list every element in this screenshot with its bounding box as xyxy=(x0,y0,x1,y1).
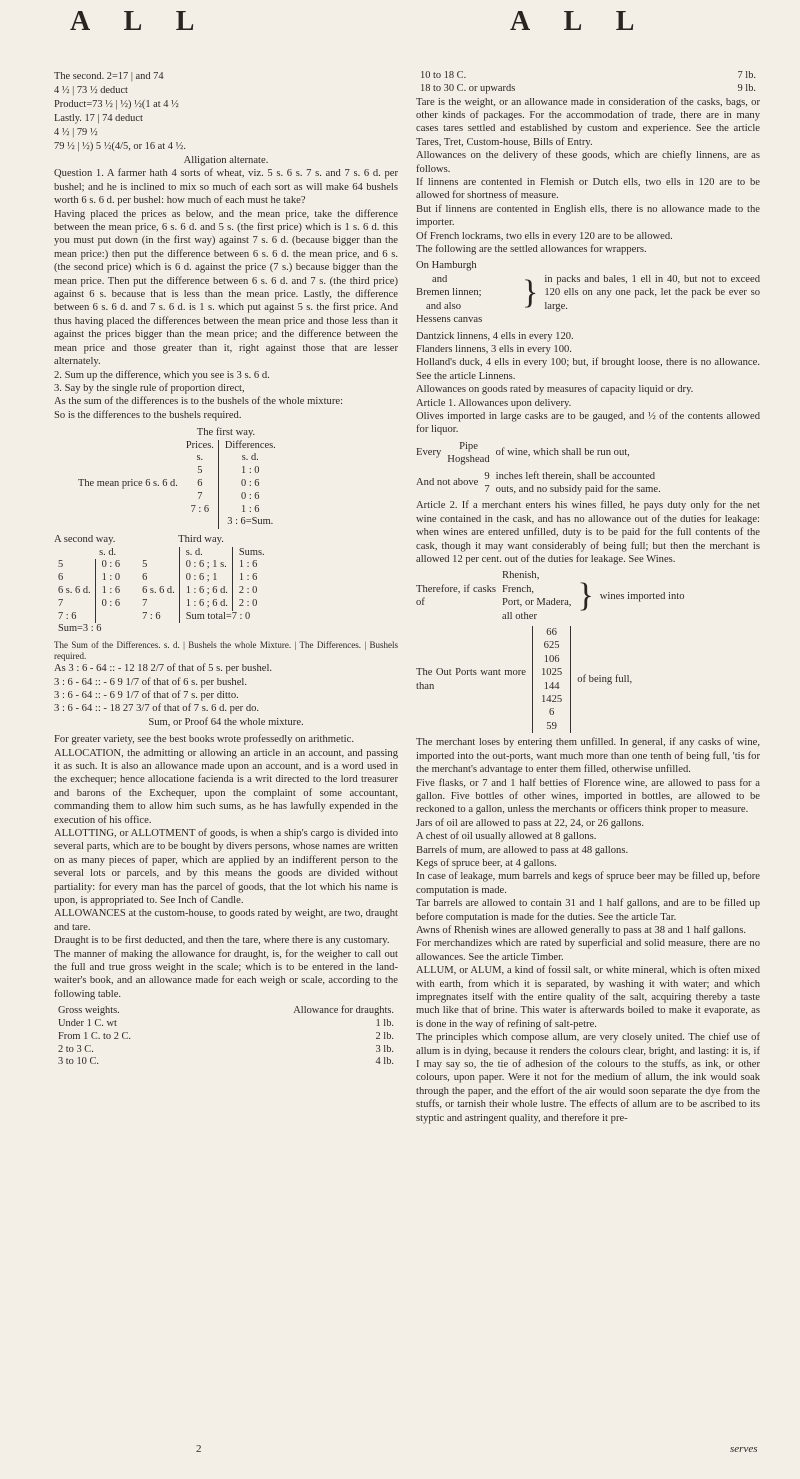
and-not-above: And not above 9 7 inches left therein, shall be accounted outs, and no subsidy paid for the same. xyxy=(416,470,661,495)
right-column: 10 to 18 C. 7 lb. 18 to 30 C. or upwards 9 lb. Tare is the weight, or an allowance made in consideration of the casks, bags, or other kinds of packages. For the accommodation of trade, there are in many cases tares settled and established by custom and experience. See the article Tares, Tret, Custom-house, Bills of Entry. Allowances on the delivery of these goods, which are chiefly linnens, are as follows. If linnens are contented in Flemish or Dutch ells, two ells in 120 are to be allowed for shortness of measure. But if linnens are contented in English ells, there is no allowance made to the importer. Of French lockrams, two ells in every 120 are to be allowed. The following are the settled allowances for wrappers. On Hamburgh and Bremen linnen; and also Hessens canvas } in packs and bales, 1 ell in 40, but not to exceed 120 ells on any one pack, let the pack be ever so large. Dantzick linnens, 4 ells in every 120. Flanders linnens, 3 ells in every 100. Holland's duck, 4 ells in every 100; but, if brought loose, there is no allowance. See the article Linnens. Allowances on goods rated by measures of capacity liquid or dry. Article 1. Allowances upon delivery. Olives imported in large casks are to be gauged, and ½ of the contents allowed for liquor. Every Pipe Hogshead of wine, which shall be run out, And not above 9 7 inches left therein, shall be accounted outs, and no subsidy paid for the same. Article 2. If a merchant enters his wines filled, he pays duty only for the net wine contained in the cask, and has no allowance out of the duties for leakage: when wines are entered unfilled, duty is to be paid for the full contents of the cask, though it may want considerably of being full; but then the merchant is allowed 12 per cent. out of the duties for leakage. See Wines. Therefore, if casks of Rhenish, French, Port, or Madera, all other } wines imported into The Out Ports want more than 66 625 106 1025 144 1425 6 59 of being full, The merchant loses by entering them unfilled. In general, if any casks of wine, imported into the out-ports, want much more than one tenth of being full, 'tis for the merchant's advantage to enter them filled, otherwise unfilled. Five flasks, or 7 and 1 half betties of Florence wine, are allowed to pass for a gallon. Five bottles of other wines, imported in bottles, are allowed to be reckoned to a gallon, unless the merchants or officers think proper to measure. Jars of oil are allowed to pass at 22, 24, or 26 gallons. A chest of oil usually allowed at 8 gallons. Barrels of mum, are allowed to pass at 48 gallons. Kegs of spruce beer, at 4 gallons. In case of leakage, mum barrels and kegs of spruce beer may be filled up, before computation is made. Tar barrels are allowed to contain 31 and 1 half gallons, and are to be filled up before computation is made for the duties. See the article Tar. Awns of Rhenish wines are allowed generally to pass at 38 and 1 half gallons. For merchandizes which are rated by superficial and solid measure, there are no allowances. See the article Timber. ALLUM, or ALUM, a kind of fossil salt, or white mineral, which is often mixed with earth, from which it is separated, by washing it with water; and which impregnates itself with the entire quality of the salt, acquiring thereby a taste much like that of brine. This water is afterwards boiled to make it evaporate, as is done in the way of refining of salt-petre. The principles which compose allum, are very closely united. The chief use of allum is in dying, because it renders the colours clear, bright, and lasting: it is, if I may say so, the tie of adhesion of the colours to the stuffs, as ink, or other colours, upon paper. Were it not for the medium of allum, the ink would soak through the paper, and the effort of the air would soon separate the dye from the stuffs, or tarnish their whole lustre. The effects of allum are to be ascribed to its styptic and astringent quality, and therefore it pre- xyxy=(416,70,760,1124)
third-way: Third way. s. d. Sums. 5 0 : 6 ; 1 s. 1 : 6 6 0 : 6 ; 1 1 : 6 6 s. 6 d. 1 : 6 ; 6 d. 2 : 0 7 1 : 6 ; 6 d. 2 : 0 7 : 6 Sum total=7 : 0 xyxy=(138,533,268,636)
top-calculation: The second. 2=17 | and 74 4 ½ | 73 ½ deduct Product=73 ½ | ½) ½(1 at 4 ½ Lastly. 17 | 74 deduct 4 ½ | 79 ½ 79 ½ | ½) 5 ½(4/5, or 16 at 4 ½. xyxy=(54,71,186,152)
brace-glyph: } xyxy=(522,273,539,311)
entry-allocation: ALLOCATION, the admitting or allowing an article in an account, and passing it as such. It is also an allowance made upon an account, and is a word used in the exchequer; hence allocatione facienda is a writ directed to the lord treasurer and barons of the Exchequer, upon the complaint of some accountant, commanding them to allow him such sums, as he has lawfully expended in the execution of his office. xyxy=(54,747,398,826)
second-way: A second way. s. d. 5 0 : 6 6 1 : 0 6 s. 6 d. 1 : 6 7 0 : 6 7 : 6 Sum=3 : 6 xyxy=(54,533,124,636)
first-way-table: The first way. Prices. Differences. s. s. d. 5 1 : 0 The mean price 6 s. 6 d. 6 0 : 6 7 0 : 6 7 : 6 1 : 6 3 : 6=Sum. xyxy=(54,426,398,529)
second-third-way xyxy=(54,533,398,636)
running-head-right: A L L xyxy=(510,6,649,37)
left-column: The second. 2=17 | and 74 4 ½ | 73 ½ deduct Product=73 ½ | ½) ½(1 at 4 ½ Lastly. 17 | 74 deduct 4 ½ | 79 ½ 79 ½ | ½) 5 ½(4/5, or 16 at 4 ½. Alligation alternate. Question 1. A farmer hath 4 sorts of wheat, viz. 5 s. 6 s. 7 s. and 7 s. 6 d. per bushel; and he is inclined to mix so much of each sort as will make 64 bushels worth 6 s. 6 d. per bushel: how much of each must he take? Having placed the prices as below, and the mean price, take the difference between the mean price, 6 s. 6 d. and 5 s. (the first price) which is 1 s. 6 d. this you must put down (in the first way) against 7 s. 6 d. (because bigger than the mean price:) then put the difference between 6 s. 6 d. the mean price, and 6 s. (the second price) which is 6 d. against the price (7 s.) because bigger than the mean price. Then put the difference between 6 s. 6 d. and 7 s. (the third price) against 6 s. because that is less than the mean price. Lastly, the difference between 6 s. 6 d. and 7 s. 6 d. is 1 s. which put against 5 s. the first price. And thus having placed the differences between the mean price and those less than it against the prices bigger than the mean price; and the difference between the mean price and those greater than it, right against those that are lesser alternately. 2. Sum up the difference, which you see is 3 s. 6 d. 3. Say by the single rule of proportion direct, As the sum of the differences is to the bushels of the whole mixture: So is the differences to the bushels required. The first way. Prices. Differences. s. s. d. 5 1 : 0 The mean price 6 s. 6 d. 6 0 : 6 7 0 : 6 7 : 6 1 : 6 3 : 6=Sum. A second way. s. d. 5 0 : 6 6 1 : 0 6 s. 6 d. 1 : 6 7 0 : 6 7 : 6 Sum=3 : 6 Third way. s. d. Sums. 5 0 : 6 ; 1 s. 1 : 6 6 0 : 6 ; 1 1 : 6 6 s. 6 d. 1 : 6 ; 6 d. 2 : 0 7 1 : 6 ; 6 d. 2 : 0 7 : 6 Sum total=7 : 0 The Sum of the Differences. s. d. | Bushels the whole Mixture. | The Differences. | Bushels required. As 3 : 6 - 64 :: - 12 18 2/7 of that of 5 s. per bushel. 3 : 6 - 64 :: - 6 9 1/7 of that of 6 s. per bushel. 3 : 6 - 64 :: - 6 9 1/7 of that of 7 s. per ditto. 3 : 6 - 64 :: - 18 27 3/7 of that of 7 s. 6 d. per do. Sum, or Proof 64 the whole mixture. For greater variety, see the best books wrote professedly on arithmetic. ALLOCATION, the admitting or allowing an article in an account, and passing it as such. It is also an allowance made upon an account, and is a word used in the exchequer; hence allocatione facienda is a writ directed to the lord treasurer and barons of the Exchequer, upon the complaint of some accountant, commanding them to allow him such sums, as he has lawfully expended in the execution of his office. ALLOTTING, or ALLOTMENT of goods, is when a ship's cargo is divided into several parts, which are to be bought by divers persons, whose names are written on as many pieces of paper, which are applied by an indifferent person to the several lots or parcels, and by this means the goods are divided without partiality: for every man has the parcel of goods, that the lot which his name is upon, is appropriated to. See Inch of Candle. ALLOWANCES at the custom-house, to goods rated by weight, are two, draught and tare. Draught is to be first deducted, and then the tare, where there is any customary. The manner of making the allowance for draught, is, for the weigher to call out the full and true gross weight in the scale; which is to be entered in the land-waiter's book, and an allowance made for each weigh or scale, according to the following table. Gross weights. Allowance for draughts. Under 1 C. wt 1 lb. From 1 C. to 2 C. 2 lb. 2 to 3 C. 3 lb. 3 to 10 C. 4 lb. xyxy=(54,71,398,1068)
tare-paragraph: Tare is the weight, or an allowance made in consideration of the casks, bags, or other kinds of packages. For the accommodation of trade, there are in many cases tares settled and established by custom and experience. See the article Tares, Tret, Custom-house, Bills of Entry. xyxy=(416,96,760,148)
alligation-title: Alligation alternate. xyxy=(183,155,269,166)
every-pipe: Every Pipe Hogshead of wine, which shall be run out, xyxy=(416,440,630,466)
question-1: Question 1. A farmer hath 4 sorts of wheat, viz. 5 s. 6 s. 7 s. and 7 s. 6 d. per bushel; and he is inclined to mix so much of each sort as will make 64 bushels worth 6 s. 6 d. per bushel: how much of each must he take? xyxy=(54,168,398,207)
entry-allotting: ALLOTTING, or ALLOTMENT of goods, is when a ship's cargo is divided into several parts, which are to be bought by divers persons, whose names are written on as many pieces of paper, which are applied by an indifferent person to the several lots or parcels, and by this means the goods are divided without partiality: for every man has the parcel of goods, that the lot which his name is upon, is appropriated to. See Inch of Candle. xyxy=(54,827,398,906)
wrappers-brace: On Hamburgh and Bremen linnen; and also Hessens canvas } in packs and bales, 1 ell in 40, but not to exceed 120 ells on any one pack, let the pack be ever so large. xyxy=(416,260,760,326)
catchword: serves xyxy=(730,1443,758,1455)
entry-allowances: ALLOWANCES at the custom-house, to goods rated by weight, are two, draught and tare. xyxy=(54,908,398,933)
question-1-explanation: Having placed the prices as below, and the mean price, take the difference between the mean price, 6 s. 6 d. and 5 s. (the first price) which is 1 s. 6 d. this you must put down (in the first way) against 7 s. 6 d. (because bigger than the mean price:) then put the difference between 6 s. 6 d. the mean price, and 6 s. (the second price) which is 6 d. against the price (7 s.) because bigger than the mean price. Then put the difference between 6 s. 6 d. and 7 s. (the third price) against 6 s. because that is less than the mean price. Lastly, the difference between 6 s. 6 d. and 7 s. 6 d. is 1 s. which put against 5 s. the first price. And thus having placed the differences between the mean price and those less than it against the prices bigger than the mean price; and the difference between the mean price and those greater than it, right against those that are lesser alternately. xyxy=(54,208,398,368)
draught-table: Gross weights. Allowance for draughts. Under 1 C. wt 1 lb. From 1 C. to 2 C. 2 lb. 2 to 3 C. 3 lb. 3 to 10 C. 4 lb. xyxy=(58,1005,394,1068)
entry-allum: ALLUM, or ALUM, a kind of fossil salt, or white mineral, which is often mixed with earth, from which it is separated, by washing it with water; and which impregnates itself with the entire quality of the salt, acquiring thereby a taste much like that of brine. This water is afterwards boiled to make it evaporate, as is done in the way of refining of salt-petre. xyxy=(416,965,760,1030)
proof-table: The Sum of the Differences. s. d. | Bushels the whole Mixture. | The Differences. | Bushels required. As 3 : 6 - 64 :: - 12 18 2/7 of that of 5 s. per bushel. 3 : 6 - 64 :: - 6 9 1/7 of that of 6 s. per bushel. 3 : 6 - 64 :: - 6 9 1/7 of that of 7 s. per ditto. 3 : 6 - 64 :: - 18 27 3/7 of that of 7 s. 6 d. per do. Sum, or Proof 64 the whole mixture. xyxy=(54,640,398,728)
out-ports-table: The Out Ports want more than 66 625 106 1025 144 1425 6 59 of being full, xyxy=(416,627,633,732)
draught-table-cont: 10 to 18 C. 7 lb. 18 to 30 C. or upwards 9 lb. xyxy=(420,70,756,94)
signature-mark: 2 xyxy=(196,1443,202,1455)
wines-brace: Therefore, if casks of Rhenish, French, Port, or Madera, all other } wines imported into xyxy=(416,570,685,622)
running-head-left: A L L xyxy=(70,6,209,37)
